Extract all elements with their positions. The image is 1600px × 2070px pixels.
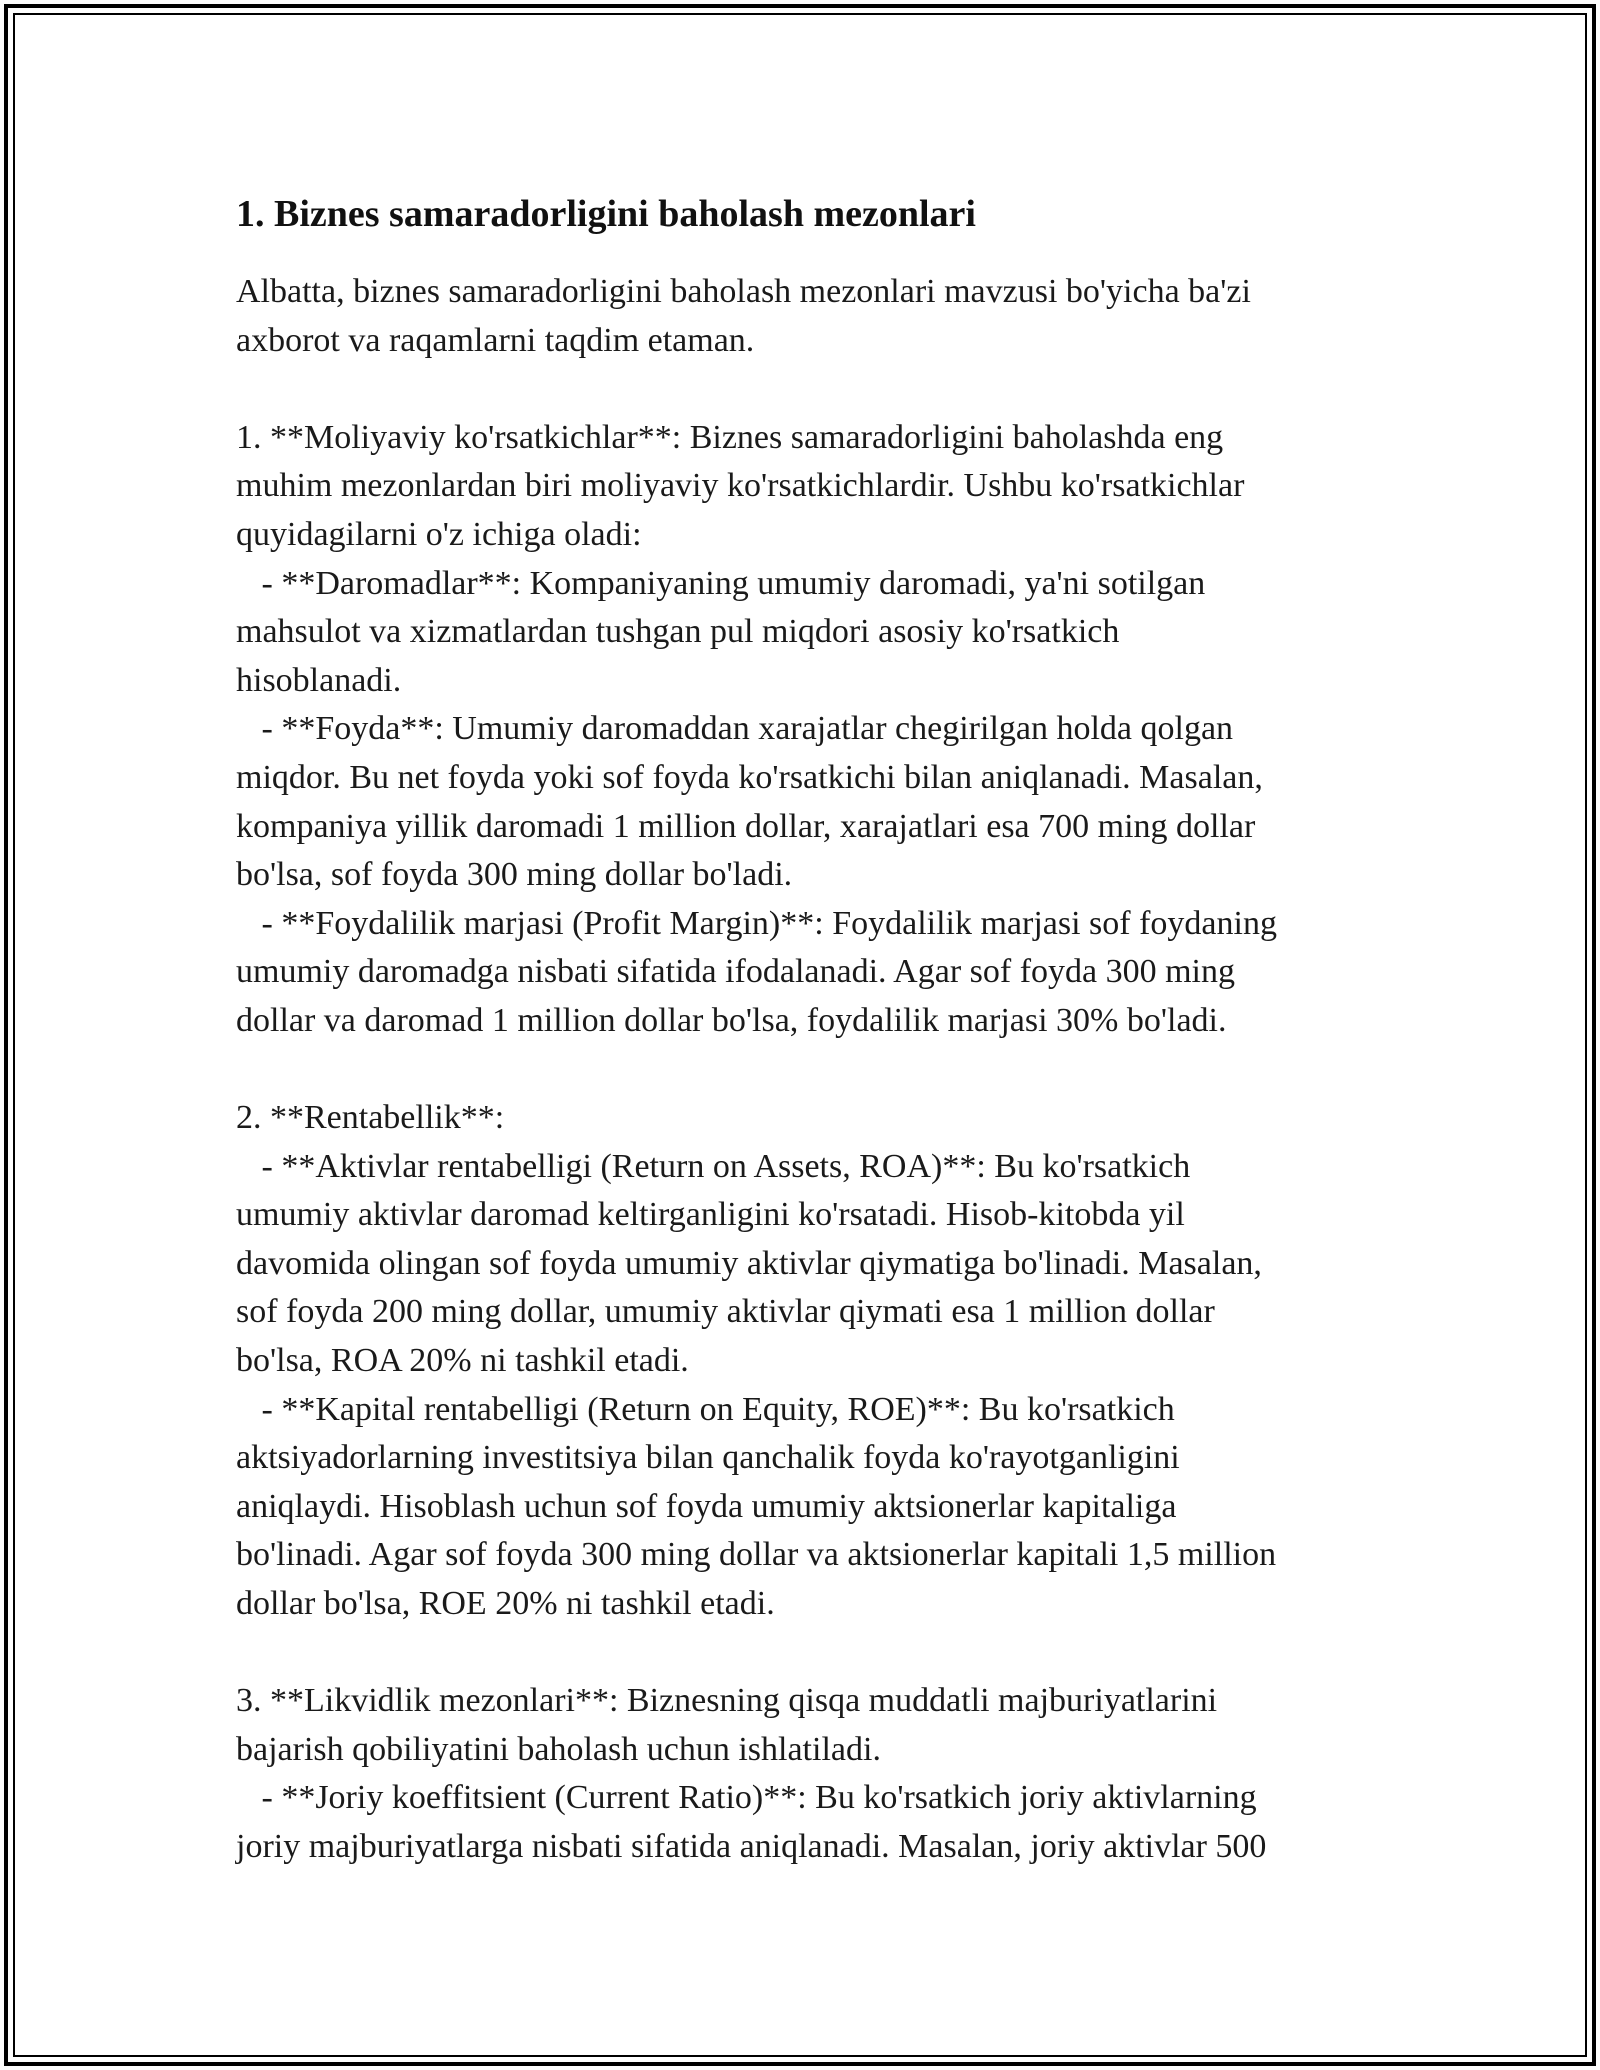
text-line: dollar bo'lsa, ROE 20% ni tashkil etadi.	[236, 1585, 775, 1623]
text-line: - **Kapital rentabelligi (Return on Equity, ROE)**: Bu ko'rsatkich	[236, 1390, 1175, 1428]
text-line: aktsiyadorlarning investitsiya bilan qanchalik foyda ko'rayotganligini	[236, 1439, 1180, 1477]
text-line: joriy majburiyatlarga nisbati sifatida aniqlanadi. Masalan, joriy aktivlar 500	[236, 1828, 1267, 1865]
text-line: bajarish qobiliyatini baholash uchun ishlatiladi.	[236, 1730, 881, 1768]
text-line: bo'linadi. Agar sof foyda 300 ming dollar va aktsionerlar kapitali 1,5 million	[236, 1536, 1277, 1574]
text-line: aniqlaydi. Hisoblash uchun sof foyda umumiy aktsionerlar kapitaliga	[236, 1487, 1177, 1525]
text-line: davomida olingan sof foyda umumiy aktivlar qiymatiga bo'linadi. Masalan,	[236, 1244, 1262, 1282]
document-text	[236, 268, 1376, 1872]
blank-line	[236, 365, 1376, 414]
text-line: sof foyda 200 ming dollar, umumiy aktivlar qiymati esa 1 million dollar	[236, 1293, 1215, 1331]
document-body	[236, 186, 1376, 1872]
text-line: miqdor. Bu net foyda yoki sof foyda ko'rsatkichi bilan aniqlanadi. Masalan,	[236, 758, 1263, 796]
text-line: 1. **Moliyaviy ko'rsatkichlar**: Biznes samaradorligini baholashda eng	[236, 418, 1224, 456]
text-line: axborot va raqamlarni taqdim etaman.	[236, 321, 755, 359]
text-line: dollar va daromad 1 million dollar bo'lsa, foydalilik marjasi 30% bo'ladi.	[236, 1001, 1227, 1039]
text-line: - **Aktivlar rentabelligi (Return on Assets, ROA)**: Bu ko'rsatkich	[236, 1147, 1191, 1185]
text-line: quyidagilarni o'z ichiga oladi:	[236, 515, 642, 553]
text-line: kompaniya yillik daromadi 1 million dollar, xarajatlari esa 700 ming dollar	[236, 807, 1256, 845]
text-line: - **Daromadlar**: Kompaniyaning umumiy daromadi, ya'ni sotilgan	[236, 564, 1206, 602]
text-line: umumiy aktivlar daromad keltirganligini ko'rsatadi. Hisob-kitobda yil	[236, 1196, 1185, 1234]
text-line: - **Foydalilik marjasi (Profit Margin)**: Foydalilik marjasi sof foydaning	[236, 904, 1277, 942]
text-line: 3. **Likvidlik mezonlari**: Biznesning qisqa muddatli majburiyatlarini	[236, 1682, 1218, 1720]
blank-line	[236, 1629, 1376, 1678]
document-title: 1. Biznes samaradorligini baholash mezonlari	[236, 193, 976, 235]
text-line: muhim mezonlardan biri moliyaviy ko'rsatkichlardir. Ushbu ko'rsatkichlar	[236, 467, 1245, 505]
text-line: Albatta, biznes samaradorligini baholash mezonlari mavzusi bo'yicha ba'zi	[236, 273, 1251, 310]
text-line: umumiy daromadga nisbati sifatida ifodalanadi. Agar sof foyda 300 ming	[236, 953, 1235, 991]
text-line: hisoblanadi.	[236, 661, 402, 699]
text-line: bo'lsa, sof foyda 300 ming dollar bo'ladi.	[236, 856, 793, 894]
text-line: 2. **Rentabellik**:	[236, 1099, 505, 1137]
text-line: mahsulot va xizmatlardan tushgan pul miqdori asosiy ko'rsatkich	[236, 613, 1120, 651]
text-line: - **Joriy koeffitsient (Current Ratio)**: Bu ko'rsatkich joriy aktivlarning	[236, 1779, 1257, 1817]
text-line: - **Foyda**: Umumiy daromaddan xarajatlar chegirilgan holda qolgan	[236, 710, 1234, 748]
text-line: bo'lsa, ROA 20% ni tashkil etadi.	[236, 1342, 689, 1380]
blank-line	[236, 1046, 1376, 1095]
